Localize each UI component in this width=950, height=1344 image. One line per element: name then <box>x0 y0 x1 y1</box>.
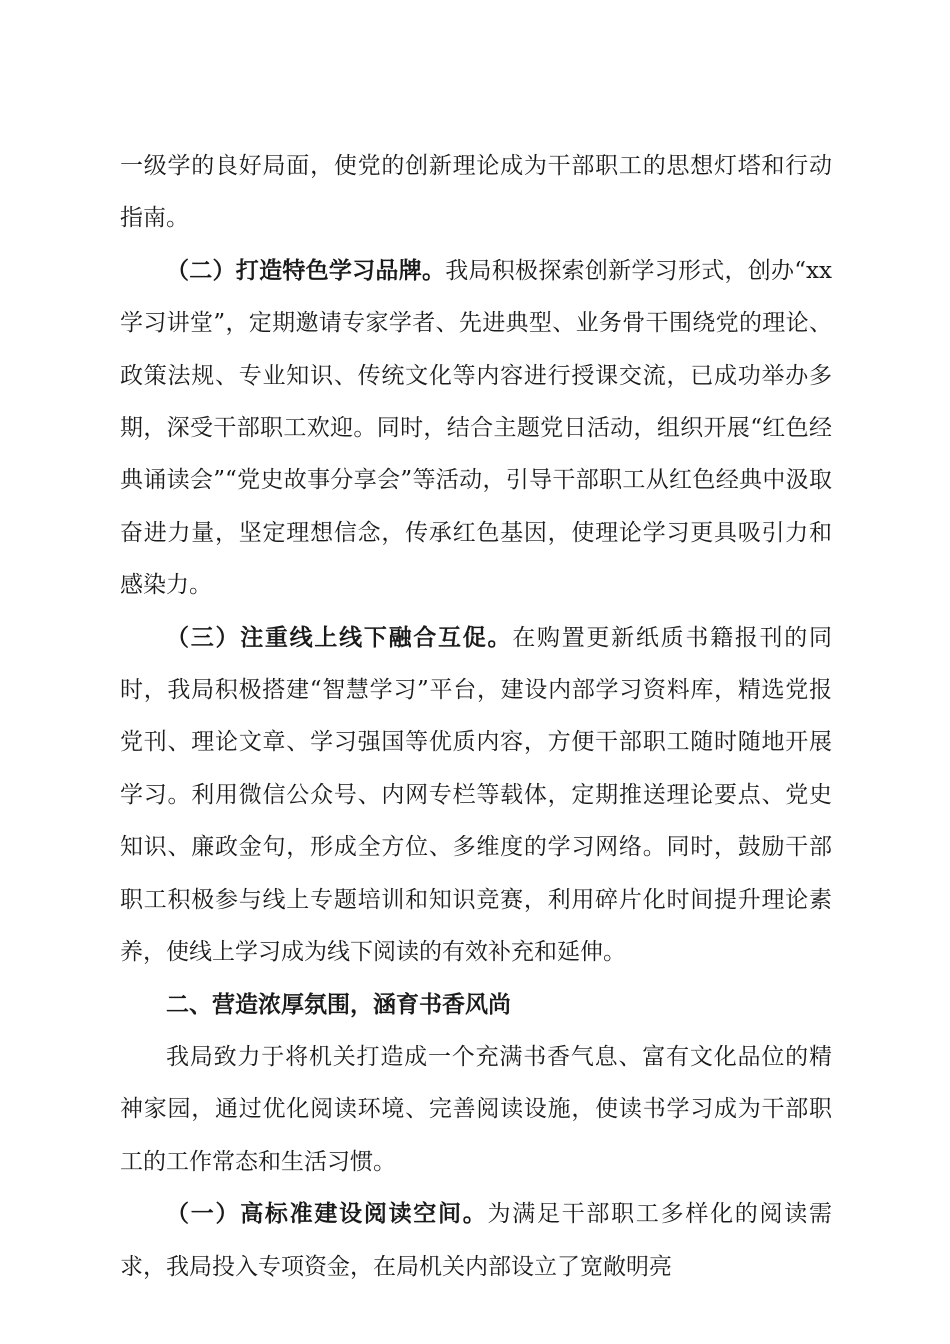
paragraph-learning-brand <box>120 245 832 612</box>
paragraph-reading-space <box>120 1188 832 1293</box>
paragraph-lead: （三）注重线上线下融合互促。 <box>166 624 513 651</box>
section-heading: 二、营造浓厚氛围，涵育书香风尚 <box>166 991 511 1018</box>
paragraph-text: 为满足干部职工多样化的阅读需求，我局投入专项资金，在局机关内部设立了宽敞明亮 <box>120 1201 833 1280</box>
document-page <box>120 140 832 1293</box>
paragraph-lead: （一）高标准建设阅读空间。 <box>166 1201 488 1228</box>
paragraph-text: 在购置更新纸质书籍报刊的同时，我局积极搭建“智慧学习”平台，建设内部学习资料库，精选党报党刊、理论文章、学习强国等优质内容，方便干部职工随时随地开展学习。利用微信公众号、内网专栏等载体，定期推送理论要点、党史知识、廉政金句，形成全方位、多维度的学习网络。同时，鼓励干部职工积极参与线上专题培训和知识竞赛，利用碎片化时间提升理论素养，使线上学习成为线下阅读的有效补充和延伸。 <box>120 624 833 966</box>
paragraph-online-offline <box>120 612 832 979</box>
paragraph-text: 我局致力于将机关打造成一个充满书香气息、富有文化品位的精神家园，通过优化阅读环境、完善阅读设施，使读书学习成为干部职工的工作常态和生活习惯。 <box>120 1043 832 1175</box>
paragraph-text: 我局积极探索创新学习形式，创办“xx学习讲堂”，定期邀请专家学者、先进典型、业务骨干围绕党的理论、政策法规、专业知识、传统文化等内容进行授课交流，已成功举办多期，深受干部职工欢迎。同时，结合主题党日活动，组织开展“红色经典诵读会”“党史故事分享会”等活动，引导干部职工从红色经典中汲取奋进力量，坚定理想信念，传承红色基因，使理论学习更具吸引力和感染力。 <box>120 257 833 599</box>
paragraph-lead: （二）打造特色学习品牌。 <box>166 257 446 284</box>
paragraph-text: 一级学的良好局面，使党的创新理论成为干部职工的思想灯塔和行动指南。 <box>120 153 832 232</box>
paragraph-section-intro <box>120 1031 832 1188</box>
paragraph-continuation <box>120 140 832 245</box>
